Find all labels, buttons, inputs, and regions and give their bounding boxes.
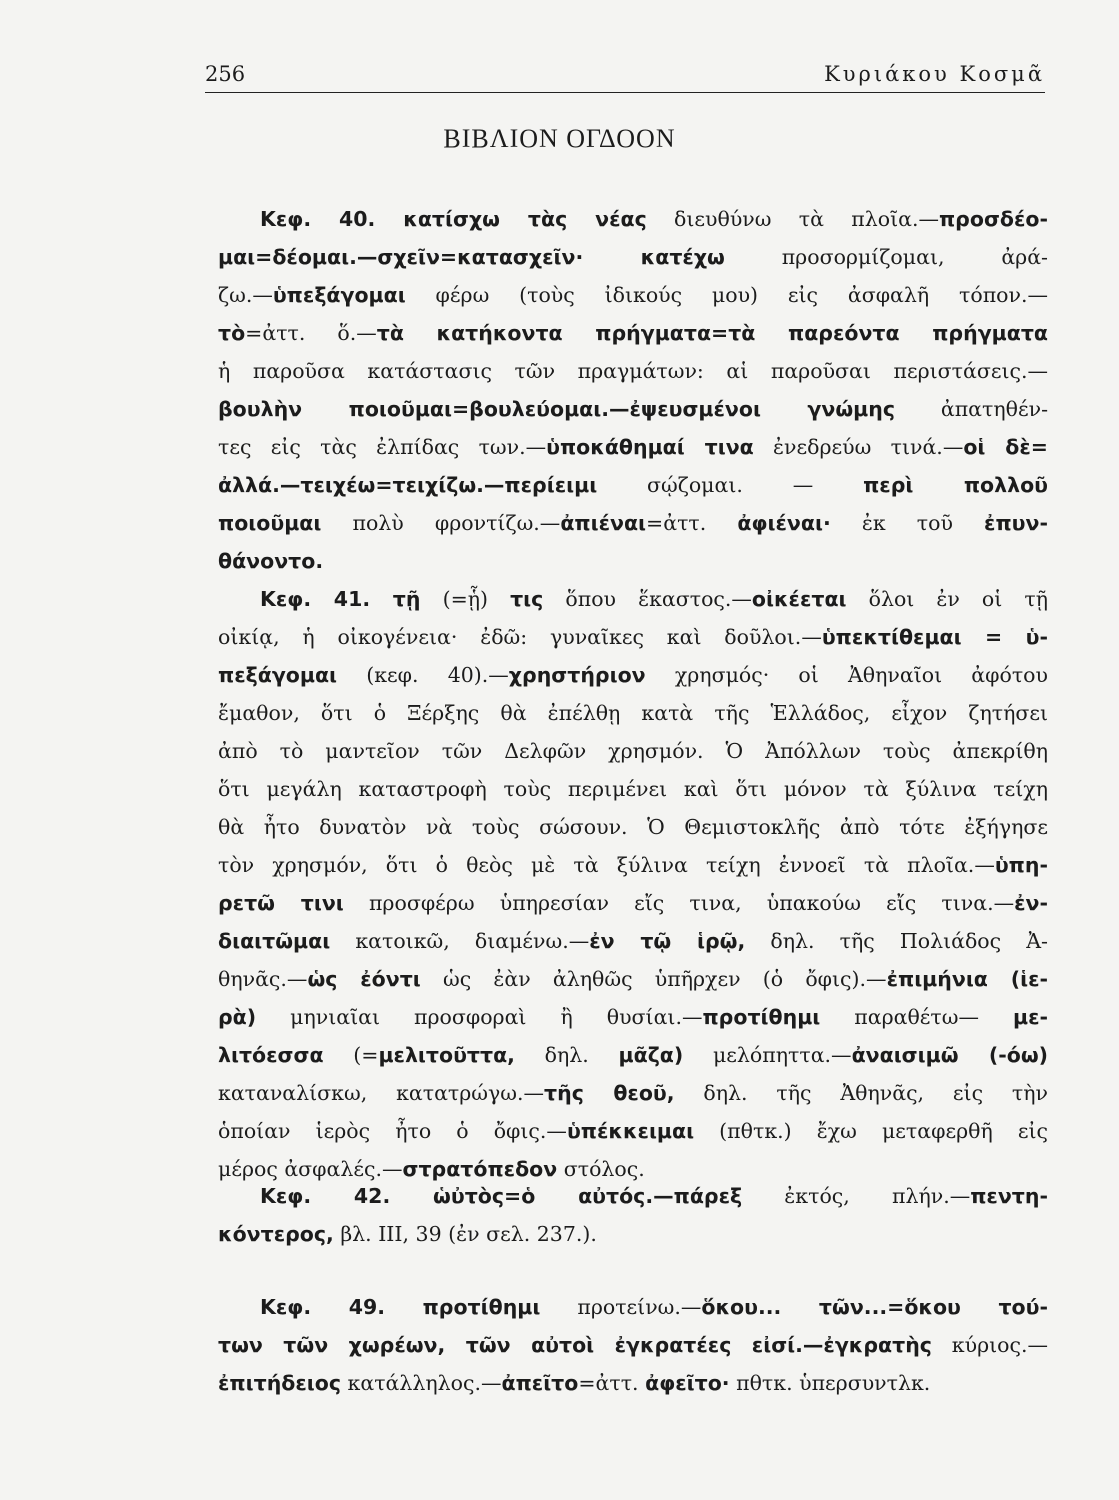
gloss-text: ἡ παροῦσα κατάστασις τῶν πραγμάτων: αἱ παροῦσαι περιστάσεις.— [218,359,1048,383]
lemma-term: πεντη- [970,1184,1048,1208]
lemma-term: ρὰ) [218,1005,257,1029]
lemma-term: ἀφιέναι· [737,511,831,535]
lemma-term: ἐν τῷ ἱρῷ, [589,929,746,953]
running-title: Κυριάκου Κοσμᾶ [824,62,1045,86]
lemma-term: τὸ [218,321,246,345]
page-number: 256 [205,62,246,86]
text-line [218,238,1048,276]
lemma-term: κόντερος, [218,1222,334,1246]
lemma-term: ὑπεξάγομαι [272,283,406,307]
lemma-term: ὡς ἐόντι [307,967,421,991]
gloss-text: ἐκ τοῦ [830,511,985,535]
lemma-term: λιτόεσσα [218,1043,324,1067]
gloss-text: =ἀττ. [646,511,738,535]
gloss-text: δηλ. τῆς Ἀθηνᾶς, εἰς τὴν [674,1081,1048,1105]
lemma-term: ὑπεκτίθεμαι = ὑ- [821,625,1048,649]
text-line [218,1288,1048,1326]
lemma-term: τῆς θεοῦ, [544,1081,675,1105]
lemma-term: μᾶζα) [618,1043,684,1067]
text-line [218,656,1048,694]
lemma-term: μαι=δέομαι.—σχεῖν=κατασχεῖν· κατέχω [218,245,725,269]
lemma-term: χρηστήριον [508,663,646,687]
text-line [218,200,1048,238]
gloss-text: καταναλίσκω, κατατρώγω.— [218,1081,545,1105]
gloss-text: στόλος. [557,1157,645,1181]
lemma-term: Κεφ. 42. ὡὐτὸς=ὁ αὐτός.—πάρεξ [260,1184,743,1208]
text-line [218,314,1048,352]
gloss-text: βλ. ΙΙΙ, 39 (ἐν σελ. 237.). [333,1222,597,1246]
lemma-term: ὅκου... τῶν...=ὅκου τού- [701,1295,1048,1319]
gloss-text: θηνᾶς.— [218,967,308,991]
gloss-text: τὸν χρησμόν, ὅτι ὁ θεὸς μὲ τὰ ξύλινα τείχη ἐννοεῖ τὰ πλοῖα.— [218,853,995,877]
gloss-text: ἀπὸ τὸ μαντεῖον τῶν Δελφῶν χρησμόν. Ὁ Ἀπόλλων τοὺς ἀπεκρίθη [218,739,1048,763]
text-line [218,884,1048,922]
text-line [218,1364,1048,1402]
gloss-text: τες εἰς τὰς ἐλπίδας των.— [218,435,547,459]
gloss-text: προσφέρω ὑπηρεσίαν εἴς τινα, ὑπακούω εἴς τινα.— [343,891,1015,915]
lemma-term: βουλὴν ποιοῦμαι=βουλεύομαι.—ἐψευσμένοι γνώμης [218,397,896,421]
gloss-text: ὅτι μεγάλη καταστροφὴ τοὺς περιμένει καὶ ὅτι μόνον τὰ ξύλινα τείχη [218,777,1048,801]
text-line [218,580,1048,618]
chapter-49-notes [218,1288,1048,1402]
lemma-term: οἱ δὲ= [963,435,1048,459]
gloss-text: =ἀττ. ὅ.— [245,321,377,345]
gloss-text: σῴζομαι. — [597,473,864,497]
gloss-text: διευθύνω τὰ πλοῖα.— [646,207,939,231]
text-line [218,1177,1048,1215]
gloss-text: (=ᾗ) [420,587,511,611]
chapter-42-notes [218,1177,1048,1253]
text-line [218,428,1048,466]
lemma-term: προτίθημι [702,1005,821,1029]
gloss-text: ἐνεδρεύω τινά.— [753,435,964,459]
text-line [218,618,1048,656]
lemma-term: ἐπιτήδειος [218,1371,342,1395]
gloss-text: κύριος.— [931,1333,1048,1357]
gloss-text: μηνιαῖαι προσφοραὶ ἢ θυσίαι.— [256,1005,703,1029]
lemma-term: Κεφ. 40. κατίσχω τὰς νέας [260,207,647,231]
lemma-term: τις [510,587,544,611]
chapter-41-notes [218,580,1048,1188]
lemma-term: Κεφ. 49. προτίθημι [260,1295,541,1319]
gloss-text: προτείνω.— [540,1295,702,1319]
lemma-term: διαιτῶμαι [218,929,331,953]
lemma-term: τὰ κατήκοντα πρήγματα=τὰ παρεόντα πρήγματα [376,321,1048,345]
lemma-term: με- [1012,1005,1048,1029]
lemma-term: οἰκέεται [751,587,847,611]
text-line [218,466,1048,504]
text-line [218,694,1048,732]
gloss-text: ἐκτός, πλήν.— [742,1184,971,1208]
gloss-text: προσορμίζομαι, ἀρά- [724,245,1048,269]
lemma-term: ἐπυν- [984,511,1048,535]
lemma-term: ρετῶ τινι [218,891,344,915]
text-line [218,960,1048,998]
gloss-text: κατοικῶ, διαμένω.— [330,929,590,953]
gloss-text: μέρος ἀσφαλές.— [218,1157,403,1181]
gloss-text: πθτκ. ὑπερσυντλκ. [729,1371,931,1395]
lemma-term: ἐν- [1014,891,1048,915]
lemma-term: ἀφεῖτο· [645,1371,730,1395]
gloss-text: θὰ ἦτο δυνατὸν νὰ τοὺς σώσουν. Ὁ Θεμιστοκλῆς ἀπὸ τότε ἐξήγησε [218,815,1048,839]
text-line [218,1036,1048,1074]
gloss-text: οἰκίᾳ, ἡ οἰκογένεια· ἐδῶ: γυναῖκες καὶ δοῦλοι.— [218,625,822,649]
lemma-term: των τῶν χωρέων, τῶν αὐτοὶ ἐγκρατέες εἰσί.—ἐγκρατὴς [218,1333,932,1357]
lemma-term: ποιοῦμαι [218,511,322,535]
lemma-term: ὑπέκκειμαι [566,1119,695,1143]
text-line [218,1215,1048,1253]
gloss-text: δηλ. τῆς Πολιάδος Ἀ- [745,929,1048,953]
gloss-text: ὡς ἐὰν ἀληθῶς ὑπῆρχεν (ὁ ὄφις).— [420,967,887,991]
lemma-term: ἀπιέναι [560,511,647,535]
gloss-text: κατάλληλος.— [341,1371,502,1395]
gloss-text: (κεφ. 40).— [337,663,509,687]
lemma-term: ἐπιμήνια (ἱε- [886,967,1048,991]
chapter-40-notes [218,200,1048,580]
text-line [218,276,1048,314]
text-line [218,922,1048,960]
text-line [218,846,1048,884]
text-line [218,352,1048,390]
gloss-text: =ἀττ. [578,1371,646,1395]
gloss-text: (πθτκ.) ἔχω μεταφερθῆ εἰς [694,1119,1048,1143]
gloss-text: δηλ. [514,1043,619,1067]
text-line [218,504,1048,542]
gloss-text: παραθέτω— [820,1005,1013,1029]
gloss-text: ἀπατηθέν- [895,397,1048,421]
gloss-text: φέρω (τοὺς ἰδικούς μου) εἰς ἀσφαλῆ τόπον.— [405,283,1048,307]
gloss-text: ἔμαθον, ὅτι ὁ Ξέρξης θὰ ἐπέλθῃ κατὰ τῆς Ἑλλάδος, εἶχον ζητήσει [218,701,1048,725]
lemma-term: πεξάγομαι [218,663,338,687]
lemma-term: θάνοντο. [218,549,324,573]
lemma-term: ἀπεῖτο [501,1371,579,1395]
lemma-term: Κεφ. 41. τῇ [260,587,421,611]
text-line [218,390,1048,428]
text-line [218,998,1048,1036]
lemma-term: στρατόπεδον [402,1157,558,1181]
gloss-text: πολὺ φροντίζω.— [321,511,561,535]
text-line [218,542,1048,580]
lemma-term: ἀναισιμῶ (-όω) [851,1043,1048,1067]
gloss-text: μελόπηττα.— [683,1043,852,1067]
lemma-term: ὑπη- [994,853,1048,877]
book-title: ΒΙΒΛΙΟΝ ΟΓΔΟΟΝ [443,124,676,153]
gloss-text: ὅλοι ἐν οἱ τῇ [846,587,1048,611]
text-line [218,1074,1048,1112]
lemma-term: μελιτοῦττα, [378,1043,515,1067]
lemma-term: προσδέο- [938,207,1048,231]
lemma-term: ἀλλά.—τειχέω=τειχίζω.—περίειμι [218,473,598,497]
text-line [218,770,1048,808]
running-header [205,58,1045,93]
text-line [218,1112,1048,1150]
gloss-text: (= [323,1043,379,1067]
text-line [218,732,1048,770]
text-line [218,808,1048,846]
lemma-term: ὑποκάθημαί τινα [546,435,754,459]
gloss-text: ὁποίαν ἱερὸς ἦτο ὁ ὄφις.— [218,1119,567,1143]
lemma-term: περὶ πολλοῦ [863,473,1048,497]
text-line [218,1326,1048,1364]
gloss-text: ζω.— [218,283,273,307]
gloss-text: ὅπου ἕκαστος.— [543,587,752,611]
gloss-text: χρησμός· οἱ Ἀθηναῖοι ἀφότου [645,663,1048,687]
